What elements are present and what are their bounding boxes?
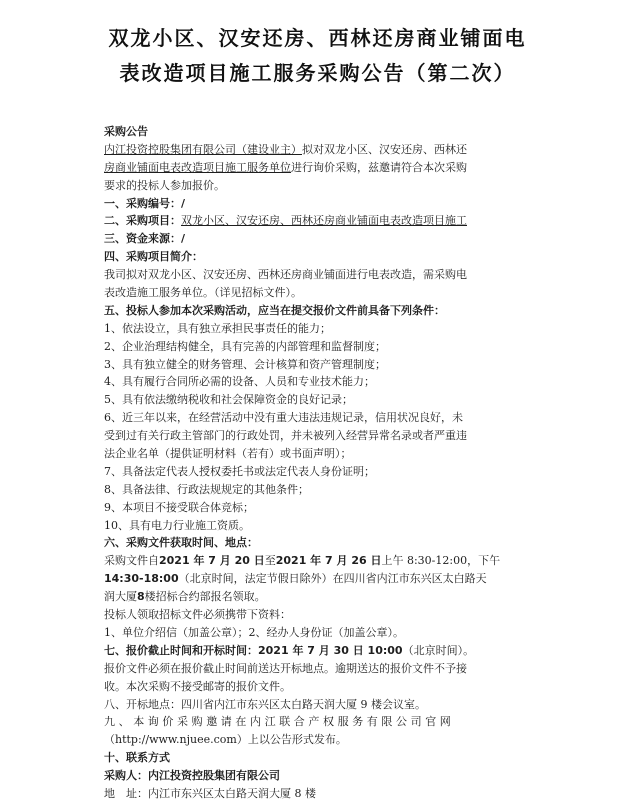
buyer-value: 内江投资控股集团有限公司: [148, 769, 280, 783]
announcement-body: [104, 123, 556, 803]
text: （北京时间）。: [402, 643, 475, 657]
section-6: 六、采购文件获取时间、地点：: [104, 536, 258, 550]
floor-number: 8: [137, 590, 145, 604]
section-7-text-2: 收。本次采购不接受邮寄的报价文件。: [104, 679, 291, 693]
condition-6-line-3: 法企业名单（提供证明材料（若有）或书面声明）；: [104, 447, 352, 461]
section-6-text-4: 投标人领取招标文件必须携带下资料：: [104, 608, 291, 622]
deadline-date: 2021 年 7 月 30 日 10:00: [258, 643, 403, 657]
owner-org: 内江投资控股集团有限公司（建设业主）: [104, 142, 302, 156]
end-date: 2021 年 7 月 26 日: [275, 554, 382, 568]
section-4-text-2: 表改造施工服务单位。（详见招标文件）。: [104, 286, 302, 300]
section-4: 四、采购项目简介：: [104, 250, 203, 264]
page-title-line-2: 表改造项目施工服务采购公告（第二次）: [119, 61, 516, 85]
project-name: 房商业铺面电表改造项目施工服务单位: [104, 160, 291, 174]
condition-4: 4、具有履行合同所必需的设备、人员和专业技术能力；: [104, 375, 375, 389]
section-7-text-1: 报价文件必须在报价截止时间前送达开标地点。逾期送达的报价文件不予接: [104, 661, 467, 675]
condition-3: 3、具有独立健全的财务管理、会计核算和资产管理制度；: [104, 357, 386, 371]
section-6-text-3: [104, 588, 556, 606]
text: 润大厦: [104, 590, 137, 604]
section-2-value: 双龙小区、汉安还房、西林还房商业铺面电表改造项目施工: [181, 214, 467, 228]
text: 楼招标合约部报名领取。: [144, 590, 266, 604]
page-title-line-1: 双龙小区、汉安还房、西林还房商业铺面电: [108, 26, 527, 50]
intro-line-1: [104, 141, 556, 159]
condition-2: 2、企业治理结构健全，具有完善的内部管理和监督制度；: [104, 339, 386, 353]
buyer-row: [104, 767, 556, 785]
section-2-label: 二、采购项目：: [104, 214, 181, 228]
section-2: [104, 212, 556, 230]
section-8: 八、开标地点：四川省内江市东兴区太白路天润大厦 9 楼会议室。: [104, 697, 426, 711]
intro-text: 拟对双龙小区、汉安还房、西林还: [302, 142, 467, 156]
text: （北京时间，法定节假日除外）在四川省内江市东兴区太白路天: [178, 572, 487, 586]
text: 上午 8:30-12:00，下午: [381, 554, 501, 568]
section-1: 一、采购编号：/: [104, 196, 186, 210]
section-7-label: 七、报价截止时间和开标时间：: [104, 643, 258, 657]
heading: 采购公告: [104, 125, 148, 138]
intro-text: 进行询价采购，兹邀请符合本次采购: [291, 160, 467, 174]
section-9-line-1: 九、本询价采购邀请在内江联合产权服务有限公司官网: [104, 715, 455, 729]
condition-6-line-2: 受到过有关行政主管部门的行政处罚，并未被列入经营异常名录或者严重违: [104, 429, 467, 443]
section-6-text-5: 1、单位介绍信（加盖公章）；2、经办人身份证（加盖公章）。: [104, 625, 404, 639]
section-9-line-2: （http://www.njuee.com）上以公告形式发布。: [104, 733, 347, 747]
condition-9: 9、本项目不接受联合体竞标；: [104, 500, 254, 514]
condition-1: 1、依法设立，具有独立承担民事责任的能力；: [104, 321, 331, 335]
section-6-text-1: [104, 552, 556, 570]
condition-10: 10、具有电力行业施工资质。: [104, 518, 250, 532]
text: 至: [264, 554, 276, 568]
section-4-text-1: 我司拟对双龙小区、汉安还房、西林还房商业铺面进行电表改造，需采购电: [104, 268, 467, 282]
afternoon-time: 14:30-18:00: [104, 572, 179, 586]
section-7: [104, 642, 556, 660]
section-3: 三、资金来源：/: [104, 232, 186, 246]
condition-5: 5、具有依法缴纳税收和社会保障资金的良好记录；: [104, 393, 353, 407]
intro-line-3: 要求的投标人参加报价。: [104, 178, 225, 192]
start-date: 2021 年 7 月 20 日: [159, 554, 265, 568]
condition-8: 8、具备法律、行政法规规定的其他条件；: [104, 482, 309, 496]
buyer-label: 采购人：: [104, 769, 148, 783]
address-value: 内江市东兴区太白路天润大厦 8 楼: [148, 786, 316, 800]
condition-6-line-1: 6、近三年以来，在经营活动中没有重大违法违规记录，信用状况良好，未: [104, 411, 463, 425]
section-6-text-2: [104, 570, 556, 588]
address-row: [104, 785, 556, 803]
condition-7: 7、具备法定代表人授权委托书或法定代表人身份证明；: [104, 464, 375, 478]
text: 采购文件自: [104, 554, 159, 568]
section-5: 五、投标人参加本次采购活动，应当在提交报价文件前具备下列条件：: [104, 303, 445, 317]
intro-line-2: [104, 159, 556, 177]
section-10: 十、联系方式: [104, 751, 170, 765]
address-label: 地 址：: [104, 786, 148, 800]
